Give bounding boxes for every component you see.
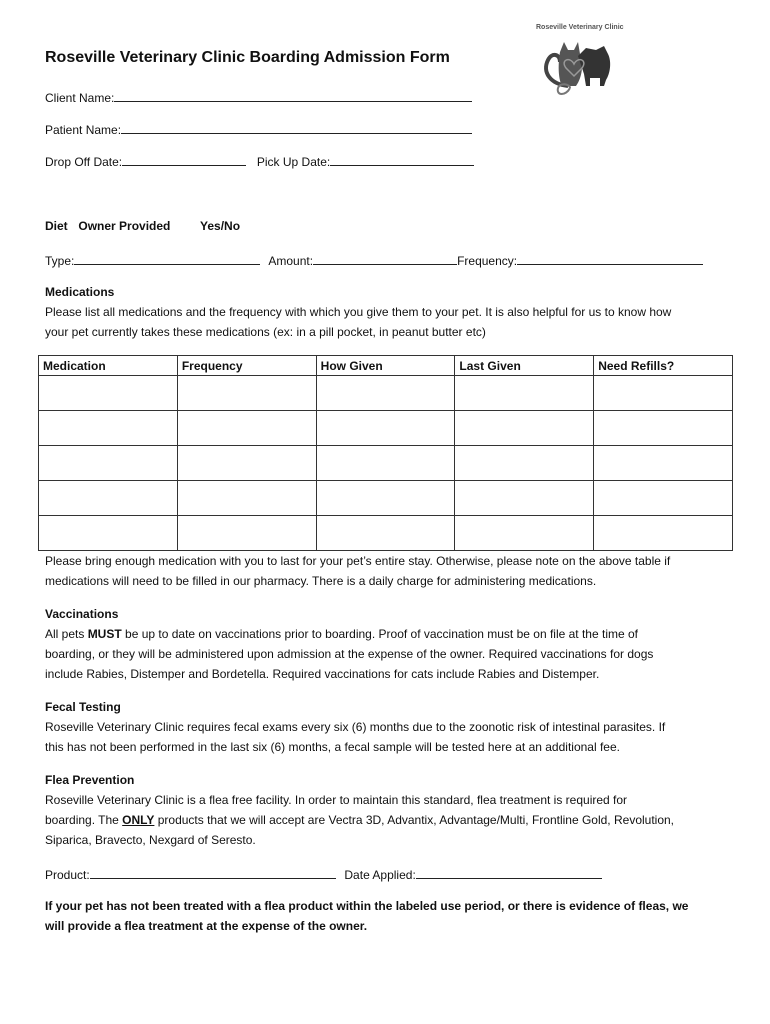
flea-text-part: boarding. The: [45, 813, 123, 827]
client-name-field[interactable]: [114, 89, 472, 102]
table-cell[interactable]: [594, 411, 733, 446]
table-row: [39, 516, 733, 551]
table-cell[interactable]: [39, 411, 178, 446]
diet-details-row: [45, 252, 703, 268]
vaccinations-text-part: be up to date on vaccinations prior to boarding. Proof of vaccination must be on file at the time of: [121, 627, 638, 641]
table-cell[interactable]: [177, 481, 316, 516]
product-field[interactable]: [90, 866, 336, 879]
frequency-field[interactable]: [517, 252, 703, 265]
must-emphasis: MUST: [87, 627, 122, 641]
vaccinations-line: boarding, or they will be administered upon admission at the expense of the owner. Required vaccinations for dogs: [45, 647, 654, 661]
amount-label: Amount:: [268, 254, 314, 268]
table-cell[interactable]: [594, 446, 733, 481]
fecal-testing-heading: Fecal Testing: [45, 700, 121, 714]
vaccinations-heading: Vaccinations: [45, 607, 119, 621]
vaccinations-text-part: All pets: [45, 627, 88, 641]
medications-note: [45, 551, 670, 591]
column-header-last-given: Last Given: [455, 356, 594, 376]
flea-warning: [45, 896, 688, 936]
table-cell[interactable]: [316, 516, 455, 551]
column-header-medication: Medication: [39, 356, 178, 376]
table-cell[interactable]: [177, 376, 316, 411]
table-cell[interactable]: [316, 376, 455, 411]
column-header-how-given: How Given: [316, 356, 455, 376]
vaccinations-text: [45, 624, 653, 684]
fecal-testing-line: this has not been performed in the last six (6) months, a fecal sample will be tested here at an additional fee.: [45, 740, 620, 754]
table-cell[interactable]: [316, 481, 455, 516]
medications-heading: Medications: [45, 285, 115, 299]
medications-intro-line: your pet currently takes these medications (ex: in a pill pocket, in peanut butter etc): [45, 325, 486, 339]
table-cell[interactable]: [39, 376, 178, 411]
product-label: Product:: [45, 868, 90, 882]
medications-note-line: Please bring enough medication with you to last for your pet’s entire stay. Otherwise, please note on the above table if: [45, 554, 671, 568]
client-name-label: Client Name:: [45, 91, 115, 105]
only-emphasis: ONLY: [122, 813, 155, 827]
diet-label: Diet: [45, 219, 68, 233]
table-header-row: [39, 356, 733, 376]
diet-row: [45, 219, 170, 233]
logo-text: Roseville Veterinary Clinic: [536, 24, 624, 31]
table-cell[interactable]: [177, 446, 316, 481]
type-label: Type:: [45, 254, 75, 268]
table-cell[interactable]: [455, 446, 594, 481]
date-applied-label: Date Applied:: [344, 868, 416, 882]
date-applied-field[interactable]: [416, 866, 602, 879]
fecal-testing-text: [45, 717, 665, 757]
flea-prevention-text: [45, 790, 674, 850]
table-cell[interactable]: [455, 411, 594, 446]
flea-prevention-heading: Flea Prevention: [45, 773, 135, 787]
flea-warning-line: If your pet has not been treated with a flea product within the labeled use period, or there is evidence of fleas, we: [45, 899, 689, 913]
table-cell[interactable]: [594, 516, 733, 551]
table-cell[interactable]: [177, 411, 316, 446]
vaccinations-line: [45, 624, 653, 644]
flea-warning-line: will provide a flea treatment at the expense of the owner.: [45, 919, 368, 933]
client-name-row: [45, 89, 472, 105]
medications-intro-line: Please list all medications and the frequency with which you give them to your pet. It is also helpful for us to know how: [45, 305, 672, 319]
table-row: [39, 446, 733, 481]
pick-up-label: Pick Up Date:: [256, 155, 331, 169]
fecal-testing-line: Roseville Veterinary Clinic requires fecal exams every six (6) months due to the zoonotic risk of intestinal parasites. If: [45, 720, 666, 734]
table-cell[interactable]: [39, 481, 178, 516]
pick-up-field[interactable]: [330, 153, 474, 166]
table-row: [39, 411, 733, 446]
table-cell[interactable]: [316, 446, 455, 481]
patient-name-row: [45, 121, 472, 137]
yes-no-option[interactable]: Yes/No: [200, 219, 241, 233]
table-cell[interactable]: [316, 411, 455, 446]
flea-prevention-line: [45, 810, 674, 830]
owner-provided-label: Owner Provided: [78, 219, 171, 233]
table-cell[interactable]: [455, 481, 594, 516]
clinic-logo-icon: [530, 34, 620, 104]
table-row: [39, 481, 733, 516]
page-title: Roseville Veterinary Clinic Boarding Admission Form: [45, 49, 450, 66]
table-cell[interactable]: [455, 376, 594, 411]
table-cell[interactable]: [594, 481, 733, 516]
drop-off-field[interactable]: [122, 153, 246, 166]
patient-name-label: Patient Name:: [45, 123, 122, 137]
table-cell[interactable]: [39, 446, 178, 481]
table-cell[interactable]: [594, 376, 733, 411]
column-header-need-refills: Need Refills?: [594, 356, 733, 376]
frequency-label: Frequency:: [457, 254, 518, 268]
patient-name-field[interactable]: [121, 121, 472, 134]
table-row: [39, 376, 733, 411]
drop-off-label: Drop Off Date:: [45, 155, 123, 169]
product-row: [45, 866, 602, 882]
flea-prevention-line: Siparica, Bravecto, Nexgard of Seresto.: [45, 833, 256, 847]
table-cell[interactable]: [455, 516, 594, 551]
medications-intro: [45, 302, 671, 342]
amount-field[interactable]: [313, 252, 457, 265]
table-cell[interactable]: [39, 516, 178, 551]
medications-table: [38, 355, 733, 551]
flea-prevention-line: Roseville Veterinary Clinic is a flea free facility. In order to maintain this standard, flea treatment is required for: [45, 793, 628, 807]
dates-row: [45, 153, 474, 169]
column-header-frequency: Frequency: [177, 356, 316, 376]
medications-note-line: medications will need to be filled in our pharmacy. There is a daily charge for administering medications.: [45, 574, 597, 588]
flea-text-part: products that we will accept are Vectra 3D, Advantix, Advantage/Multi, Frontline Gold, Revolution,: [154, 813, 675, 827]
vaccinations-line: include Rabies, Distemper and Bordetella. Required vaccinations for cats include Rabies and Distemper.: [45, 667, 600, 681]
type-field[interactable]: [74, 252, 260, 265]
table-cell[interactable]: [177, 516, 316, 551]
cat-silhouette: [559, 42, 582, 86]
